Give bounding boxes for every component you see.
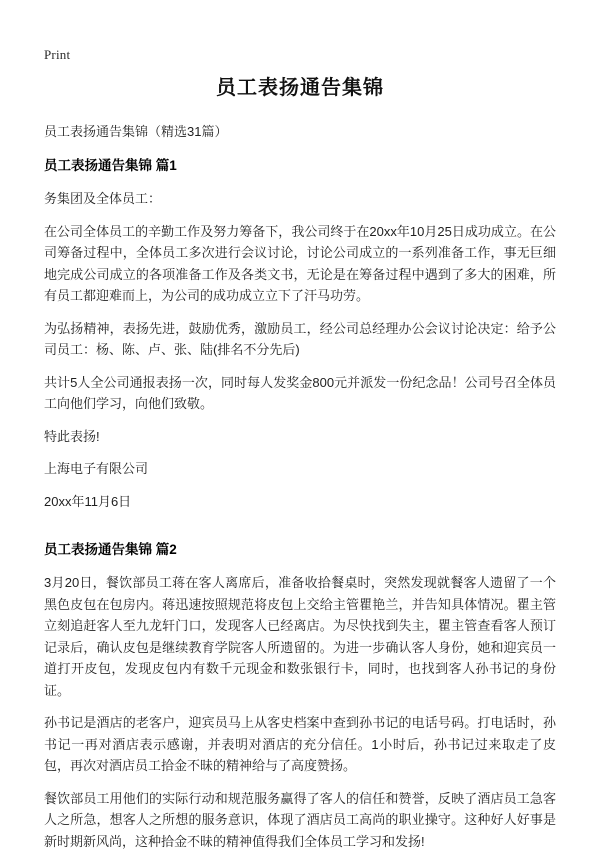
section-1-paragraph-3: 为弘扬精神，表扬先进，鼓励优秀，激励员工，经公司总经理办公会议讨论决定：给予公司员工：杨、陈、卢、张、陆(排名不分先后) (44, 318, 556, 361)
print-label[interactable]: Print (44, 47, 70, 63)
section-2-paragraph-3: 餐饮部员工用他们的实际行动和规范服务赢得了客人的信任和赞誉，反映了酒店员工急客人之所急，想客人之所想的服务意识，体现了酒店员工高尚的职业操守。这种好人好事是新时期新风尚，这种拾金不昧的精神值得我们全体员工学习和发扬! (44, 788, 556, 852)
section-heading-2: 员工表扬通告集锦 篇2 (44, 539, 556, 560)
section-2-paragraph-2: 孙书记是酒店的老客户，迎宾员马上从客史档案中查到孙书记的电话号码。打电话时，孙书记一再对酒店表示感谢，并表明对酒店的充分信任。1小时后，孙书记过来取走了皮包，再次对酒店员工拾金不昧的精神给与了高度赞扬。 (44, 712, 556, 777)
section-1-paragraph-1: 务集团及全体员工： (44, 188, 556, 210)
section-2-paragraph-1: 3月20日，餐饮部员工蒋在客人离席后，准备收拾餐桌时，突然发现就餐客人遗留了一个黑色皮包在包房内。蒋迅速按照规范将皮包上交给主管瞿艳兰，并告知具体情况。瞿主管立刻追赶客人至九龙轩门口，发现客人已经离店。为尽快找到失主，瞿主管查看客人预订记录后，确认皮包是继续教育学院客人所遗留的。为进一步确认客人身份，她和迎宾员一道打开皮包，发现皮包内有数千元现金和数张银行卡，同时，也找到客人孙书记的身份证。 (44, 572, 556, 701)
section-1-paragraph-2: 在公司全体员工的辛勤工作及努力筹备下，我公司终于在20xx年10月25日成功成立。在公司筹备过程中，全体员工多次进行会议讨论，讨论公司成立的一系列准备工作，事无巨细地完成公司成立的各项准备工作及各类文书，无论是在筹备过程中遇到了多大的困难，所有员工都迎难而上，为公司的成功成立立下了汗马功劳。 (44, 221, 556, 307)
section-1-signature: 上海电子有限公司 (44, 458, 556, 480)
section-1-date: 20xx年11月6日 (44, 491, 556, 513)
document-content (44, 74, 556, 852)
page-title: 员工表扬通告集锦 (44, 74, 556, 102)
section-heading-1: 员工表扬通告集锦 篇1 (44, 155, 556, 176)
document-subtitle: 员工表扬通告集锦（精选31篇） (44, 121, 556, 142)
section-divider-spacer (44, 523, 556, 539)
section-1-paragraph-5: 特此表扬! (44, 426, 556, 448)
section-1-paragraph-4: 共计5人全公司通报表扬一次，同时每人发奖金800元并派发一份纪念品！公司号召全体员工向他们学习，向他们致敬。 (44, 372, 556, 415)
